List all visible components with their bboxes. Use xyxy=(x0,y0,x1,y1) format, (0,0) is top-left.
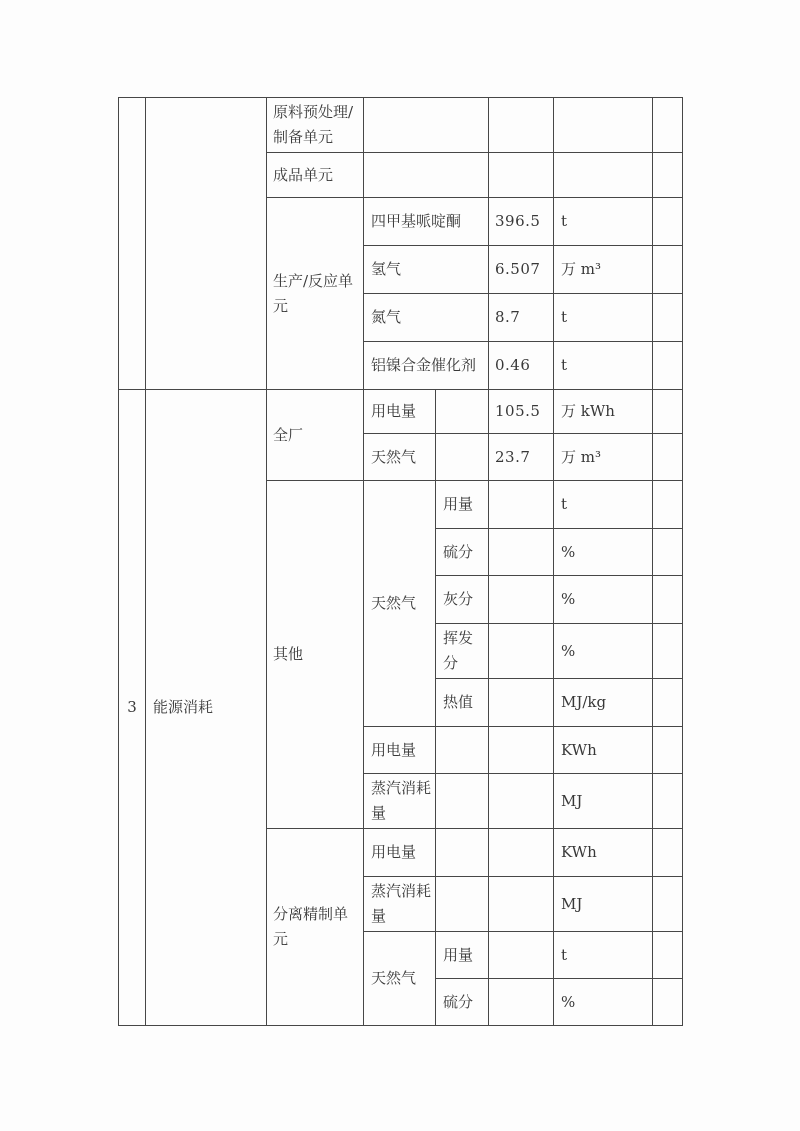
property-name-cell: 热值 xyxy=(436,679,489,727)
unit-of-measure-cell: 万 m³ xyxy=(554,434,653,481)
serial-number-cell: 3 xyxy=(119,390,146,1026)
energy-item-cell: 用电量 xyxy=(364,829,436,877)
property-name-cell xyxy=(436,829,489,877)
energy-item-cell: 蒸汽消耗量 xyxy=(364,774,436,829)
remark-cell xyxy=(653,679,683,727)
unit-of-measure-cell xyxy=(554,153,653,198)
energy-item-cell: 天然气 xyxy=(364,481,436,727)
remark-cell xyxy=(653,434,683,481)
table-row xyxy=(119,98,683,153)
value-cell xyxy=(489,727,554,774)
unit-of-measure-cell xyxy=(554,98,653,153)
material-name-cell: 四甲基哌啶酮 xyxy=(364,198,489,246)
value-cell xyxy=(489,98,554,153)
energy-item-cell: 用电量 xyxy=(364,390,436,434)
unit-of-measure-cell: % xyxy=(554,979,653,1026)
unit-of-measure-cell: MJ xyxy=(554,774,653,829)
energy-item-cell: 天然气 xyxy=(364,434,436,481)
unit-name-cell: 其他 xyxy=(267,481,364,829)
unit-of-measure-cell: t xyxy=(554,481,653,529)
remark-cell xyxy=(653,877,683,932)
value-cell: 6.507 xyxy=(489,246,554,294)
material-name-cell: 铝镍合金催化剂 xyxy=(364,342,489,390)
table-row xyxy=(119,390,683,434)
material-name-cell: 氮气 xyxy=(364,294,489,342)
unit-of-measure-cell: KWh xyxy=(554,727,653,774)
remark-cell xyxy=(653,979,683,1026)
value-cell xyxy=(489,679,554,727)
remark-cell xyxy=(653,390,683,434)
consumption-table xyxy=(118,97,683,1026)
category-empty-cell xyxy=(146,98,267,390)
value-cell xyxy=(489,481,554,529)
value-cell xyxy=(489,877,554,932)
unit-name-cell: 全厂 xyxy=(267,390,364,481)
unit-of-measure-cell: % xyxy=(554,624,653,679)
material-name-cell xyxy=(364,98,489,153)
property-name-cell: 挥发分 xyxy=(436,624,489,679)
energy-item-cell: 蒸汽消耗量 xyxy=(364,877,436,932)
remark-cell xyxy=(653,529,683,576)
unit-of-measure-cell: 万 m³ xyxy=(554,246,653,294)
energy-item-cell: 天然气 xyxy=(364,932,436,1026)
remark-cell xyxy=(653,481,683,529)
material-name-cell xyxy=(364,153,489,198)
property-name-cell xyxy=(436,877,489,932)
unit-of-measure-cell: t xyxy=(554,198,653,246)
property-name-cell: 用量 xyxy=(436,932,489,979)
property-name-cell: 灰分 xyxy=(436,576,489,624)
remark-cell xyxy=(653,624,683,679)
value-cell xyxy=(489,932,554,979)
unit-of-measure-cell: % xyxy=(554,529,653,576)
energy-item-cell: 用电量 xyxy=(364,727,436,774)
property-name-cell xyxy=(436,727,489,774)
remark-cell xyxy=(653,932,683,979)
value-cell: 8.7 xyxy=(489,294,554,342)
remark-cell xyxy=(653,198,683,246)
remark-cell xyxy=(653,727,683,774)
material-name-cell: 氢气 xyxy=(364,246,489,294)
unit-of-measure-cell: t xyxy=(554,294,653,342)
property-name-cell xyxy=(436,434,489,481)
value-cell xyxy=(489,529,554,576)
remark-cell xyxy=(653,774,683,829)
remark-cell xyxy=(653,342,683,390)
value-cell xyxy=(489,829,554,877)
unit-of-measure-cell: t xyxy=(554,932,653,979)
property-name-cell xyxy=(436,774,489,829)
unit-of-measure-cell: 万 kWh xyxy=(554,390,653,434)
value-cell: 0.46 xyxy=(489,342,554,390)
value-cell: 23.7 xyxy=(489,434,554,481)
unit-of-measure-cell: MJ xyxy=(554,877,653,932)
remark-cell xyxy=(653,246,683,294)
value-cell xyxy=(489,624,554,679)
category-cell: 能源消耗 xyxy=(146,390,267,1026)
remark-cell xyxy=(653,98,683,153)
unit-name-cell: 原料预处理/制备单元 xyxy=(267,98,364,153)
unit-name-cell: 分离精制单元 xyxy=(267,829,364,1026)
remark-cell xyxy=(653,294,683,342)
unit-name-cell: 成品单元 xyxy=(267,153,364,198)
property-name-cell: 用量 xyxy=(436,481,489,529)
serial-empty-cell xyxy=(119,98,146,390)
unit-of-measure-cell: % xyxy=(554,576,653,624)
remark-cell xyxy=(653,576,683,624)
value-cell xyxy=(489,153,554,198)
value-cell xyxy=(489,979,554,1026)
unit-name-cell: 生产/反应单元 xyxy=(267,198,364,390)
property-name-cell xyxy=(436,390,489,434)
unit-of-measure-cell: MJ/kg xyxy=(554,679,653,727)
unit-of-measure-cell: KWh xyxy=(554,829,653,877)
value-cell: 396.5 xyxy=(489,198,554,246)
property-name-cell: 硫分 xyxy=(436,979,489,1026)
remark-cell xyxy=(653,829,683,877)
property-name-cell: 硫分 xyxy=(436,529,489,576)
remark-cell xyxy=(653,153,683,198)
value-cell xyxy=(489,774,554,829)
value-cell xyxy=(489,576,554,624)
unit-of-measure-cell: t xyxy=(554,342,653,390)
value-cell: 105.5 xyxy=(489,390,554,434)
